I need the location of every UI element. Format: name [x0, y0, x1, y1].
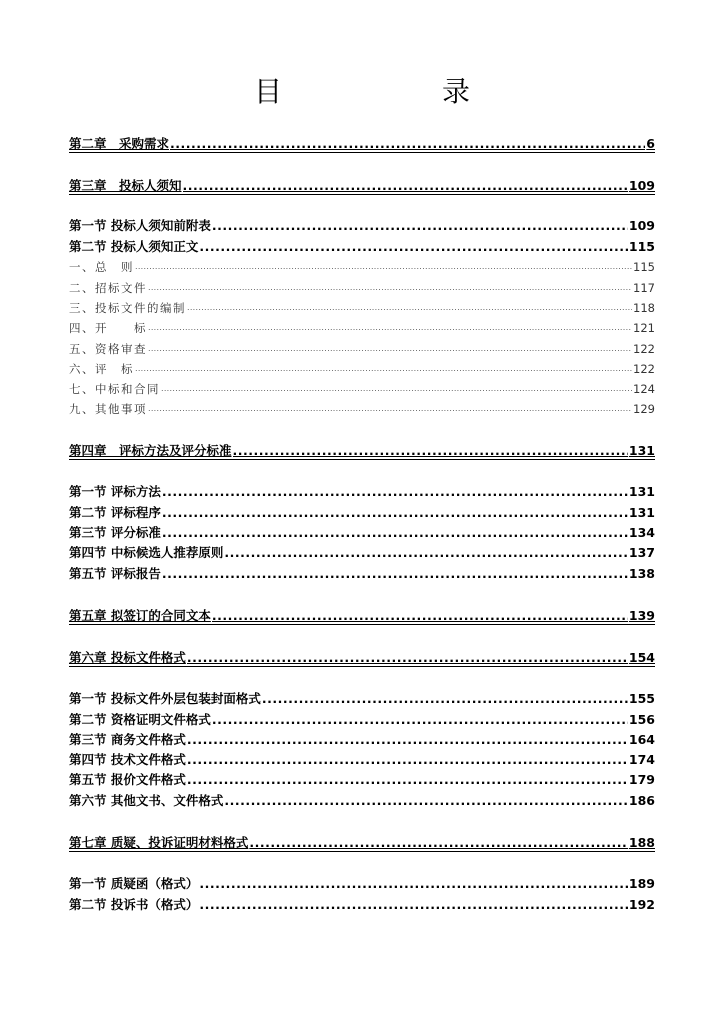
- dot-leader: [187, 300, 632, 316]
- toc-entry-label: 第五节 报价文件格式: [69, 772, 186, 787]
- toc-entry-item[interactable]: [69, 298, 655, 316]
- toc-entry-page-number: 117: [633, 281, 655, 295]
- toc-entry-chapter[interactable]: [69, 176, 655, 195]
- dot-leader: [162, 525, 628, 541]
- toc-entry-label: 第五章 拟签订的合同文本: [69, 608, 211, 623]
- toc-entry-label: 第三章 投标人须知: [69, 178, 182, 193]
- dot-leader: [170, 136, 645, 152]
- toc-entry-page-number: 122: [633, 342, 655, 356]
- toc-entry-label: 四、开 标: [69, 321, 147, 335]
- dot-leader: [187, 772, 628, 788]
- toc-entry-item[interactable]: [69, 399, 655, 417]
- toc-entry-page-number: 186: [628, 793, 655, 808]
- toc-entry-label: 第四节 技术文件格式: [69, 752, 186, 767]
- toc-entry-section[interactable]: [69, 237, 655, 255]
- toc-entry-section[interactable]: [69, 895, 655, 913]
- toc-entry-label: 第一节 投标文件外层包装封面格式: [69, 691, 261, 706]
- dot-leader: [212, 712, 628, 728]
- toc-entry-label: 第七章 质疑、投诉证明材料格式: [69, 835, 249, 850]
- toc-entry-label: 二、招标文件: [69, 281, 147, 295]
- toc-entry-page-number: 138: [628, 566, 655, 581]
- toc-entry-page-number: 189: [628, 876, 655, 891]
- toc-entry-section[interactable]: [69, 503, 655, 521]
- toc-entry-page-number: 154: [628, 650, 655, 665]
- toc-entry-page-number: 124: [633, 382, 655, 396]
- dot-leader: [199, 876, 628, 892]
- dot-leader: [212, 608, 628, 624]
- toc-entry-chapter[interactable]: [69, 441, 655, 460]
- dot-leader: [199, 897, 628, 913]
- toc-entry-page-number: 174: [628, 752, 655, 767]
- toc-entry-page-number: 121: [633, 321, 655, 335]
- toc-entry-page-number: 155: [628, 691, 655, 706]
- toc-entry-section[interactable]: [69, 523, 655, 541]
- toc-entry-label: 七、中标和合同: [69, 382, 160, 396]
- toc-entry-label: 第二节 评标程序: [69, 505, 161, 520]
- dot-leader: [199, 239, 628, 255]
- dot-leader: [183, 178, 628, 194]
- toc-entry-section[interactable]: [69, 730, 655, 748]
- toc-entry-label: 五、资格审查: [69, 342, 147, 356]
- toc-entry-page-number: 134: [628, 525, 655, 540]
- toc-entry-label: 第一节 评标方法: [69, 484, 161, 499]
- toc-entry-label: 第二节 资格证明文件格式: [69, 712, 211, 727]
- toc-entry-page-number: 156: [628, 712, 655, 727]
- toc-entry-label: 第五节 评标报告: [69, 566, 161, 581]
- toc-entry-item[interactable]: [69, 359, 655, 377]
- toc-entry-label: 三、投标文件的编制: [69, 301, 186, 315]
- dot-leader: [187, 752, 628, 768]
- toc-entry-label: 第二节 投诉书（格式）: [69, 897, 199, 912]
- toc-entry-page-number: 109: [628, 178, 655, 193]
- dot-leader: [187, 650, 628, 666]
- toc-entry-label: 第四章 评标方法及评分标准: [69, 443, 232, 458]
- toc-entry-section[interactable]: [69, 216, 655, 234]
- toc-entry-item[interactable]: [69, 339, 655, 357]
- toc-entry-label: 第三节 评分标准: [69, 525, 161, 540]
- dot-leader: [262, 691, 628, 707]
- toc-entry-item[interactable]: [69, 379, 655, 397]
- toc-entry-page-number: 179: [628, 772, 655, 787]
- toc-entry-item[interactable]: [69, 318, 655, 336]
- dot-leader: [187, 732, 628, 748]
- toc-entry-label: 第一节 质疑函（格式）: [69, 876, 199, 891]
- dot-leader: [161, 381, 632, 397]
- dot-leader: [148, 401, 632, 417]
- toc-entry-page-number: 109: [628, 218, 655, 233]
- toc-entry-chapter[interactable]: [69, 648, 655, 667]
- dot-leader: [162, 484, 628, 500]
- toc-entry-page-number: 131: [628, 484, 655, 499]
- toc-entry-label: 第四节 中标候选人推荐原则: [69, 545, 224, 560]
- toc-entry-page-number: 6: [646, 136, 655, 151]
- dot-leader: [135, 361, 632, 377]
- toc-entry-page-number: 129: [633, 402, 655, 416]
- dot-leader: [148, 341, 632, 357]
- toc-entry-section[interactable]: [69, 874, 655, 892]
- toc-entry-label: 第六章 投标文件格式: [69, 650, 186, 665]
- toc-entry-section[interactable]: [69, 482, 655, 500]
- table-of-contents: [69, 0, 655, 1024]
- toc-entry-label: 九、其他事项: [69, 402, 147, 416]
- toc-entry-section[interactable]: [69, 791, 655, 809]
- toc-entry-section[interactable]: [69, 543, 655, 561]
- toc-entry-page-number: 131: [628, 505, 655, 520]
- toc-entry-chapter[interactable]: [69, 833, 655, 852]
- toc-entry-section[interactable]: [69, 770, 655, 788]
- toc-entry-page-number: 118: [633, 301, 655, 315]
- toc-entry-page-number: 192: [628, 897, 655, 912]
- dot-leader: [162, 566, 628, 582]
- toc-entry-page-number: 139: [628, 608, 655, 623]
- toc-entry-page-number: 131: [628, 443, 655, 458]
- dot-leader: [224, 545, 628, 561]
- toc-entry-page-number: 188: [628, 835, 655, 850]
- toc-entry-label: 一、总 则: [69, 260, 134, 274]
- toc-entry-page-number: 122: [633, 362, 655, 376]
- dot-leader: [148, 320, 632, 336]
- toc-entry-chapter[interactable]: [69, 606, 655, 625]
- toc-entry-page-number: 164: [628, 732, 655, 747]
- toc-entry-page-number: 137: [628, 545, 655, 560]
- toc-entry-page-number: 115: [628, 239, 655, 254]
- toc-entry-label: 第六节 其他文书、文件格式: [69, 793, 224, 808]
- toc-entry-section[interactable]: [69, 750, 655, 768]
- toc-entry-label: 第一节 投标人须知前附表: [69, 218, 211, 233]
- toc-entry-page-number: 115: [633, 260, 655, 274]
- page-title: 目 录: [253, 75, 536, 108]
- dot-leader: [233, 443, 628, 459]
- toc-entry-label: 第二章 采购需求: [69, 136, 170, 151]
- toc-entry-label: 第二节 投标人须知正文: [69, 239, 199, 254]
- dot-leader: [135, 259, 632, 275]
- toc-entry-section[interactable]: [69, 564, 655, 582]
- dot-leader: [162, 505, 628, 521]
- dot-leader: [148, 280, 632, 296]
- toc-entry-item[interactable]: [69, 278, 655, 296]
- toc-entry-section[interactable]: [69, 710, 655, 728]
- toc-entry-section[interactable]: [69, 689, 655, 707]
- dot-leader: [249, 835, 628, 851]
- toc-entry-label: 第三节 商务文件格式: [69, 732, 186, 747]
- dot-leader: [224, 793, 628, 809]
- toc-entry-item[interactable]: [69, 257, 655, 275]
- dot-leader: [212, 218, 628, 234]
- toc-entry-chapter[interactable]: [69, 134, 655, 153]
- toc-entry-label: 六、评 标: [69, 362, 134, 376]
